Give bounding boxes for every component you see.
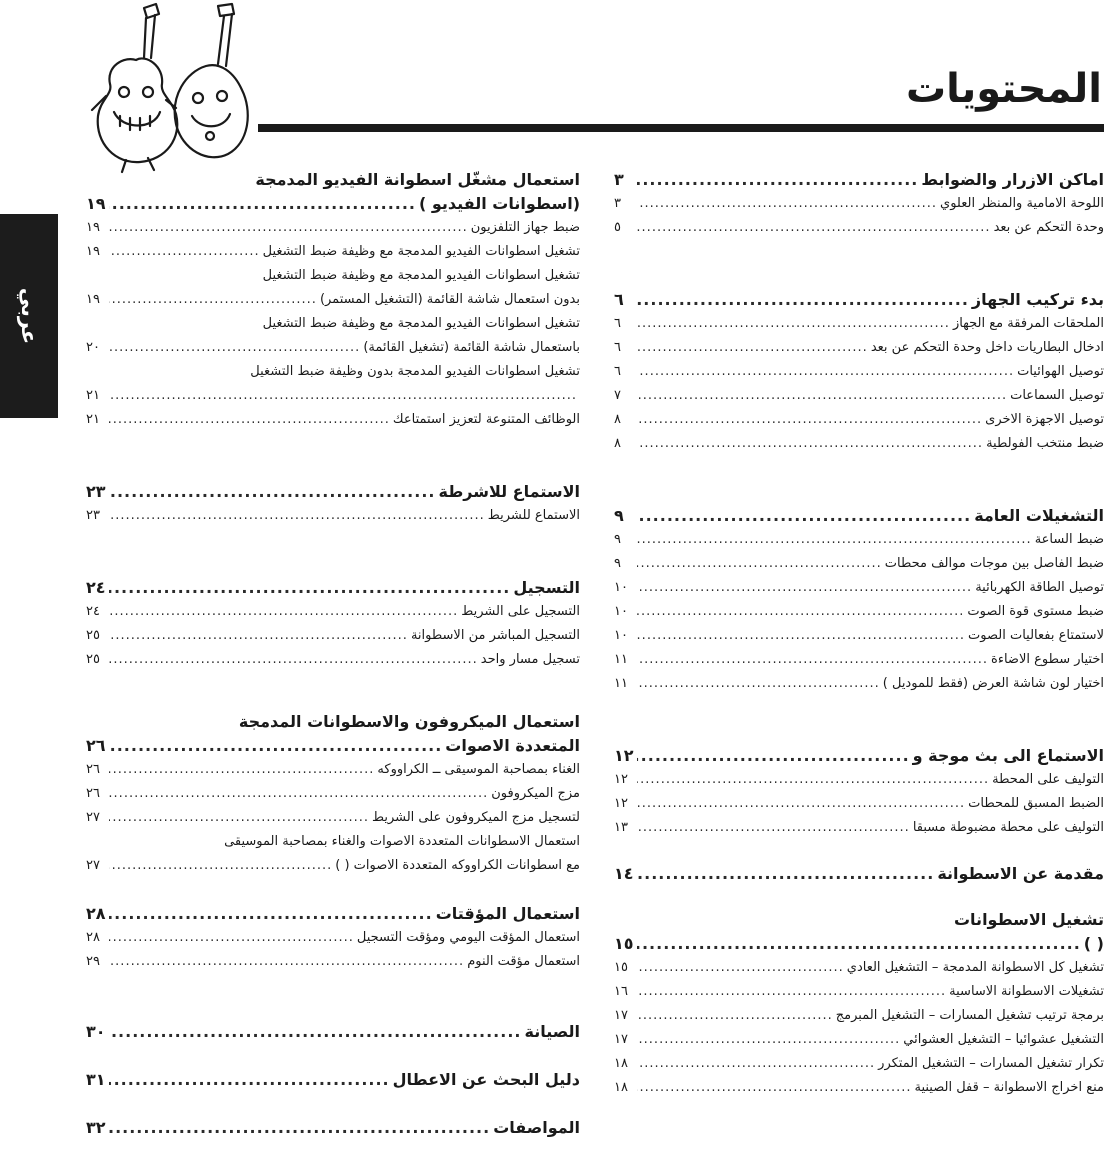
toc-column-left bbox=[86, 170, 580, 1144]
toc-entry-label: تشغيل اسطوانات الفيديو المدمجة مع وظيفة ضبط التشغيل bbox=[262, 244, 580, 259]
toc-page-number: ١٦ bbox=[614, 984, 628, 999]
toc-entry-label: توصيل الاجهزة الاخرى bbox=[985, 412, 1104, 427]
dot-leader bbox=[637, 652, 988, 667]
toc-entry-label: التسجيل المباشر من الاسطوانة bbox=[410, 628, 580, 643]
toc-entry[interactable] bbox=[86, 652, 580, 676]
toc-page-number: ١٠ bbox=[614, 604, 628, 619]
dot-leader bbox=[109, 858, 332, 873]
dot-leader bbox=[637, 746, 910, 765]
toc-entry-label: ادخال البطاريات داخل وحدة التحكم عن بعد bbox=[870, 340, 1104, 355]
dot-leader bbox=[637, 864, 934, 883]
toc-page-number: ١٩ bbox=[86, 244, 100, 259]
toc-page-number: ٢١ bbox=[86, 388, 100, 403]
toc-entry-label: توصيل السماعات bbox=[1010, 388, 1104, 403]
toc-page-number: ٦ bbox=[614, 290, 624, 309]
toc-entry[interactable] bbox=[86, 930, 580, 954]
dot-leader bbox=[637, 820, 910, 835]
toc-entry[interactable] bbox=[86, 628, 580, 652]
dot-leader bbox=[637, 436, 983, 451]
toc-page-number: ١٤ bbox=[614, 864, 634, 883]
toc-entry[interactable] bbox=[614, 1056, 1104, 1080]
dot-leader bbox=[637, 960, 844, 975]
toc-entry-line: استعمال الاسطوانات المتعددة الاصوات والغناء بمصاحبة الموسيقى bbox=[224, 834, 580, 849]
dot-leader bbox=[109, 482, 435, 501]
toc-entry-label: تشغيلات الاسطوانة الاساسية bbox=[949, 984, 1104, 999]
toc-entry-label: بدون استعمال شاشة القائمة (التشغيل المستمر) bbox=[319, 292, 580, 307]
toc-entry-line: تشغيل اسطوانات الفيديو المدمجة مع وظيفة ضبط التشغيل bbox=[262, 268, 580, 283]
dot-leader bbox=[109, 220, 468, 235]
toc-page-number: ١٥ bbox=[614, 934, 634, 953]
toc-page-number: ٦ bbox=[614, 340, 621, 355]
dot-leader bbox=[109, 412, 390, 427]
dot-leader bbox=[637, 290, 969, 309]
toc-entry-label: التسجيل على الشريط bbox=[461, 604, 580, 619]
toc-entry[interactable] bbox=[614, 676, 1104, 700]
toc-page-number: ٣٠ bbox=[86, 1022, 106, 1041]
language-tab-label: عربي bbox=[17, 287, 41, 345]
toc-heading-label: اماكن الازرار والضوابط bbox=[921, 170, 1104, 189]
toc-entry[interactable] bbox=[614, 340, 1104, 364]
toc-page-number: ١٠ bbox=[614, 628, 628, 643]
dot-leader bbox=[109, 762, 374, 777]
toc-heading-label: (اسطوانات الفيديو ) bbox=[419, 194, 580, 213]
toc-page-number: ٢٥ bbox=[86, 652, 100, 667]
toc-entry[interactable] bbox=[86, 762, 580, 786]
toc-entry-label: ضبط مستوى قوة الصوت bbox=[967, 604, 1104, 619]
dot-leader bbox=[109, 628, 408, 643]
dot-leader bbox=[637, 984, 946, 999]
toc-page-number: ٢١ bbox=[86, 412, 100, 427]
toc-entry-label: وحدة التحكم عن بعد bbox=[993, 220, 1104, 235]
toc-page-number: ١٩ bbox=[86, 194, 106, 213]
toc-entry-label: تشغيل كل الاسطوانة المدمجة – التشغيل العادي bbox=[846, 960, 1104, 975]
toc-section-heading[interactable] bbox=[86, 1022, 580, 1048]
toc-page-number: ٦ bbox=[614, 316, 621, 331]
toc-entry[interactable] bbox=[614, 796, 1104, 820]
toc-entry-label: اختيار لون شاشة العرض (فقط للموديل ) bbox=[882, 676, 1104, 691]
dot-leader bbox=[637, 1080, 911, 1095]
toc-section bbox=[614, 290, 1104, 460]
toc-heading-label: الصيانة bbox=[524, 1022, 580, 1041]
toc-section-heading[interactable] bbox=[614, 290, 1104, 316]
toc-entry-label: ضبط جهاز التلفزيون bbox=[470, 220, 580, 235]
toc-page-number: ١٣ bbox=[614, 820, 628, 835]
dot-leader bbox=[637, 676, 880, 691]
toc-entry-label: استعمال المؤقت اليومي ومؤقت التسجيل bbox=[356, 930, 580, 945]
toc-entry[interactable] bbox=[614, 820, 1104, 844]
toc-heading-label: الاستماع للاشرطة bbox=[438, 482, 580, 501]
toc-entry-label: تكرار تشغيل المسارات – التشغيل المتكرر bbox=[878, 1056, 1104, 1071]
toc-section-heading[interactable] bbox=[614, 506, 1104, 532]
toc-entry-label: اختيار سطوع الاضاءة bbox=[991, 652, 1104, 667]
toc-entry[interactable] bbox=[86, 810, 580, 834]
toc-entry[interactable] bbox=[614, 1080, 1104, 1104]
toc-entry-label: الملحقات المرفقة مع الجهاز bbox=[952, 316, 1104, 331]
toc-heading-label: التشغيلات العامة bbox=[974, 506, 1104, 525]
toc-entry[interactable] bbox=[614, 220, 1104, 244]
toc-entry-label: باستعمال شاشة القائمة (تشغيل القائمة) bbox=[363, 340, 580, 355]
toc-entry-label: ضبط الفاصل بين موجات موالف محطات bbox=[884, 556, 1104, 571]
toc-page-number: ٢٣ bbox=[86, 508, 100, 523]
toc-entry[interactable] bbox=[614, 580, 1104, 604]
dot-leader bbox=[109, 340, 360, 355]
guitar-and-oud-illustration-icon bbox=[86, 0, 256, 178]
toc-entry[interactable] bbox=[86, 244, 580, 268]
toc-page-number: ٩ bbox=[614, 556, 621, 571]
toc-entry[interactable] bbox=[86, 786, 580, 810]
toc-section-heading[interactable] bbox=[86, 1118, 580, 1144]
toc-entry[interactable] bbox=[614, 984, 1104, 1008]
toc-entry[interactable] bbox=[614, 1032, 1104, 1056]
toc-heading-label: بدء تركيب الجهاز bbox=[971, 290, 1104, 309]
dot-leader bbox=[109, 194, 416, 213]
toc-entry[interactable] bbox=[86, 388, 580, 412]
dot-leader bbox=[637, 772, 989, 787]
toc-entry[interactable] bbox=[86, 604, 580, 628]
toc-entry-label: الغناء بمصاحبة الموسيقى ــ الكراووكه bbox=[377, 762, 580, 777]
toc-entry-label: التوليف على المحطة bbox=[992, 772, 1104, 787]
page-title: المحتويات bbox=[905, 66, 1102, 112]
toc-entry-label: مع اسطوانات الكراووكه المتعددة الاصوات ( ) bbox=[335, 858, 580, 873]
dot-leader bbox=[637, 316, 950, 331]
toc-page-number: ٢٦ bbox=[86, 736, 106, 755]
dot-leader bbox=[109, 604, 458, 619]
toc-page-number: ١٨ bbox=[614, 1080, 628, 1095]
toc-section-heading[interactable] bbox=[86, 1070, 580, 1096]
dot-leader bbox=[637, 796, 965, 811]
dot-leader bbox=[109, 388, 577, 403]
toc-section bbox=[86, 170, 580, 436]
toc-page-number: ٢٨ bbox=[86, 904, 106, 923]
language-tab bbox=[0, 214, 58, 418]
toc-entry-label: برمجة ترتيب تشغيل المسارات – التشغيل المبرمج bbox=[835, 1008, 1104, 1023]
toc-entry-label: الاستماع للشريط bbox=[487, 508, 580, 523]
dot-leader bbox=[109, 954, 464, 969]
toc-entry[interactable] bbox=[86, 292, 580, 316]
toc-entry-label: توصيل الهوائيات bbox=[1017, 364, 1104, 379]
dot-leader bbox=[637, 220, 991, 235]
toc-page-number: ٢٧ bbox=[86, 858, 100, 873]
toc-page-number: ١٢ bbox=[614, 746, 634, 765]
dot-leader bbox=[637, 532, 1032, 547]
toc-section bbox=[614, 864, 1104, 890]
toc-entry[interactable] bbox=[614, 196, 1104, 220]
dot-leader bbox=[109, 1070, 390, 1089]
toc-page-number: ٢٦ bbox=[86, 762, 100, 777]
dot-leader bbox=[109, 930, 354, 945]
toc-entry[interactable] bbox=[86, 954, 580, 978]
toc-page-number: ٣ bbox=[614, 196, 621, 211]
dot-leader bbox=[109, 292, 317, 307]
toc-entry-label: التشغيل عشوائيا – التشغيل العشوائي bbox=[903, 1032, 1104, 1047]
dot-leader bbox=[637, 604, 964, 619]
toc-section bbox=[86, 712, 580, 882]
toc-entry[interactable] bbox=[614, 628, 1104, 652]
toc-page-number: ٢٩ bbox=[86, 954, 100, 969]
toc-entry-label: التوليف على محطة مضبوطة مسبقا bbox=[912, 820, 1104, 835]
toc-entry[interactable] bbox=[614, 532, 1104, 556]
toc-entry[interactable] bbox=[614, 772, 1104, 796]
dot-leader bbox=[109, 578, 510, 597]
toc-page-number: ٢٤ bbox=[86, 578, 106, 597]
toc-heading-label: المتعددة الاصوات bbox=[445, 736, 580, 755]
toc-page-number: ٢٨ bbox=[86, 930, 100, 945]
toc-entry[interactable] bbox=[614, 436, 1104, 460]
toc-section bbox=[614, 506, 1104, 700]
dot-leader bbox=[637, 170, 918, 189]
toc-page-number: ٦ bbox=[614, 364, 621, 379]
toc-entry-label: مزج الميكروفون bbox=[491, 786, 580, 801]
dot-leader bbox=[637, 556, 882, 571]
dot-leader bbox=[637, 628, 965, 643]
toc-page-number: ٩ bbox=[614, 506, 624, 525]
toc-section bbox=[86, 482, 580, 532]
dot-leader bbox=[637, 1008, 833, 1023]
toc-entry[interactable] bbox=[614, 652, 1104, 676]
toc-entry-label: لتسجيل مزج الميكروفون على الشريط bbox=[371, 810, 580, 825]
dot-leader bbox=[109, 1022, 521, 1041]
toc-entry-label: توصيل الطاقة الكهربائية bbox=[975, 580, 1104, 595]
toc-entry-label: منع اخراج الاسطوانة – قفل الصينية bbox=[914, 1080, 1104, 1095]
toc-section-heading[interactable] bbox=[86, 482, 580, 508]
toc-entry[interactable] bbox=[86, 412, 580, 436]
toc-page-number: ٢٤ bbox=[86, 604, 100, 619]
toc-entry[interactable] bbox=[614, 388, 1104, 412]
toc-entry[interactable] bbox=[614, 364, 1104, 388]
toc-heading-label: المواصفات bbox=[493, 1118, 580, 1137]
toc-heading-label: ( ) bbox=[1083, 934, 1104, 953]
toc-entry-label: استعمال مؤقت النوم bbox=[467, 954, 580, 969]
toc-heading-line: استعمال الميكروفون والاسطوانات المدمجة bbox=[238, 712, 580, 731]
toc-entry[interactable] bbox=[614, 960, 1104, 984]
toc-page-number: ١٢ bbox=[614, 772, 628, 787]
toc-section-heading[interactable] bbox=[614, 746, 1104, 772]
toc-section bbox=[86, 1022, 580, 1048]
toc-section bbox=[86, 578, 580, 676]
toc-page-number: ٨ bbox=[614, 436, 621, 451]
dot-leader bbox=[109, 1118, 490, 1137]
toc-page-number: ٢٧ bbox=[86, 810, 100, 825]
toc-page-number: ١٨ bbox=[614, 1056, 628, 1071]
toc-heading-line: استعمال مشغّل اسطوانة الفيديو المدمجة bbox=[255, 170, 580, 189]
toc-section bbox=[614, 746, 1104, 844]
toc-page-number: ١٥ bbox=[614, 960, 628, 975]
toc-page-number: ١٢ bbox=[614, 796, 628, 811]
toc-section-heading[interactable] bbox=[614, 170, 1104, 196]
toc-entry[interactable] bbox=[614, 556, 1104, 580]
toc-heading-line: تشغيل الاسطوانات bbox=[953, 910, 1104, 929]
toc-section-heading[interactable] bbox=[86, 194, 580, 220]
toc-section-heading[interactable] bbox=[614, 864, 1104, 890]
toc-entry[interactable] bbox=[86, 220, 580, 244]
dot-leader bbox=[109, 508, 485, 523]
dot-leader bbox=[637, 412, 982, 427]
dot-leader bbox=[109, 786, 488, 801]
toc-section-heading[interactable] bbox=[614, 934, 1104, 960]
dot-leader bbox=[109, 244, 260, 259]
toc-page-number: ٢٦ bbox=[86, 786, 100, 801]
toc-section-heading[interactable] bbox=[86, 578, 580, 604]
toc-page-number: ٧ bbox=[614, 388, 621, 403]
toc-page-number: ١٧ bbox=[614, 1032, 628, 1047]
dot-leader bbox=[637, 340, 868, 355]
toc-page-number: ١٩ bbox=[86, 220, 100, 235]
toc-page-number: ١١ bbox=[614, 652, 628, 667]
toc-page-number: ٣١ bbox=[86, 1070, 106, 1089]
toc-section bbox=[86, 1070, 580, 1096]
toc-section bbox=[614, 170, 1104, 244]
toc-page-number: ١٠ bbox=[614, 580, 628, 595]
toc-section-heading[interactable] bbox=[86, 736, 580, 762]
toc-page-number: ٩ bbox=[614, 532, 621, 547]
toc-page-number: ١٧ bbox=[614, 1008, 628, 1023]
toc-page-number: ٥ bbox=[614, 220, 621, 235]
toc-entry-label: ضبط منتخب الفولطية bbox=[986, 436, 1104, 451]
toc-entry[interactable] bbox=[86, 508, 580, 532]
dot-leader bbox=[637, 506, 971, 525]
dot-leader bbox=[109, 736, 442, 755]
dot-leader bbox=[637, 580, 972, 595]
toc-entry[interactable] bbox=[614, 412, 1104, 436]
toc-page-number: ٢٣ bbox=[86, 482, 106, 501]
dot-leader bbox=[637, 196, 937, 211]
dot-leader bbox=[637, 934, 1081, 953]
toc-entry-label: اللوحة الامامية والمنظر العلوي bbox=[940, 196, 1104, 211]
toc-page-number: ١٩ bbox=[86, 292, 100, 307]
toc-entry-label: تسجيل مسار واحد bbox=[480, 652, 580, 667]
dot-leader bbox=[109, 652, 478, 667]
title-rule bbox=[258, 124, 1104, 132]
toc-heading-label: استعمال المؤقتات bbox=[435, 904, 580, 923]
toc-page-number: ٣ bbox=[614, 170, 624, 189]
toc-entry-label: ضبط الساعة bbox=[1034, 532, 1104, 547]
dot-leader bbox=[109, 810, 369, 825]
toc-page-number: ٢٠ bbox=[86, 340, 100, 355]
dot-leader bbox=[109, 904, 433, 923]
toc-heading-label: الاستماع الى بث موجة و bbox=[912, 746, 1104, 765]
toc-column-right bbox=[614, 170, 1104, 1104]
toc-page-number: ١١ bbox=[614, 676, 628, 691]
toc-entry-label: الوظائف المتنوعة لتعزيز استمتاعك bbox=[392, 412, 580, 427]
toc-page-number: ٣٢ bbox=[86, 1118, 106, 1137]
dot-leader bbox=[637, 1056, 875, 1071]
toc-entry[interactable] bbox=[86, 340, 580, 364]
toc-entry[interactable] bbox=[614, 604, 1104, 628]
toc-page-number: ٢٥ bbox=[86, 628, 100, 643]
toc-heading-label: التسجيل bbox=[513, 578, 580, 597]
toc-section-heading[interactable] bbox=[86, 904, 580, 930]
toc-entry[interactable] bbox=[614, 1008, 1104, 1032]
toc-entry[interactable] bbox=[614, 316, 1104, 340]
toc-entry-label: الضبط المسبق للمحطات bbox=[968, 796, 1104, 811]
toc-entry[interactable] bbox=[86, 858, 580, 882]
dot-leader bbox=[637, 1032, 900, 1047]
toc-entry-line: تشغيل اسطوانات الفيديو المدمجة بدون وظيفة ضبط التشغيل bbox=[250, 364, 580, 379]
toc-heading-label: مقدمة عن الاسطوانة bbox=[937, 864, 1104, 883]
toc-section bbox=[86, 1118, 580, 1144]
toc-section bbox=[614, 910, 1104, 1104]
toc-page-number: ٨ bbox=[614, 412, 621, 427]
dot-leader bbox=[637, 388, 1007, 403]
toc-entry-label: لاستمتاع بفعاليات الصوت bbox=[968, 628, 1104, 643]
toc-heading-label: دليل البحث عن الاعطال bbox=[392, 1070, 580, 1089]
dot-leader bbox=[637, 364, 1014, 379]
toc-section bbox=[86, 904, 580, 978]
toc-entry-line: تشغيل اسطوانات الفيديو المدمجة مع وظيفة ضبط التشغيل bbox=[262, 316, 580, 331]
